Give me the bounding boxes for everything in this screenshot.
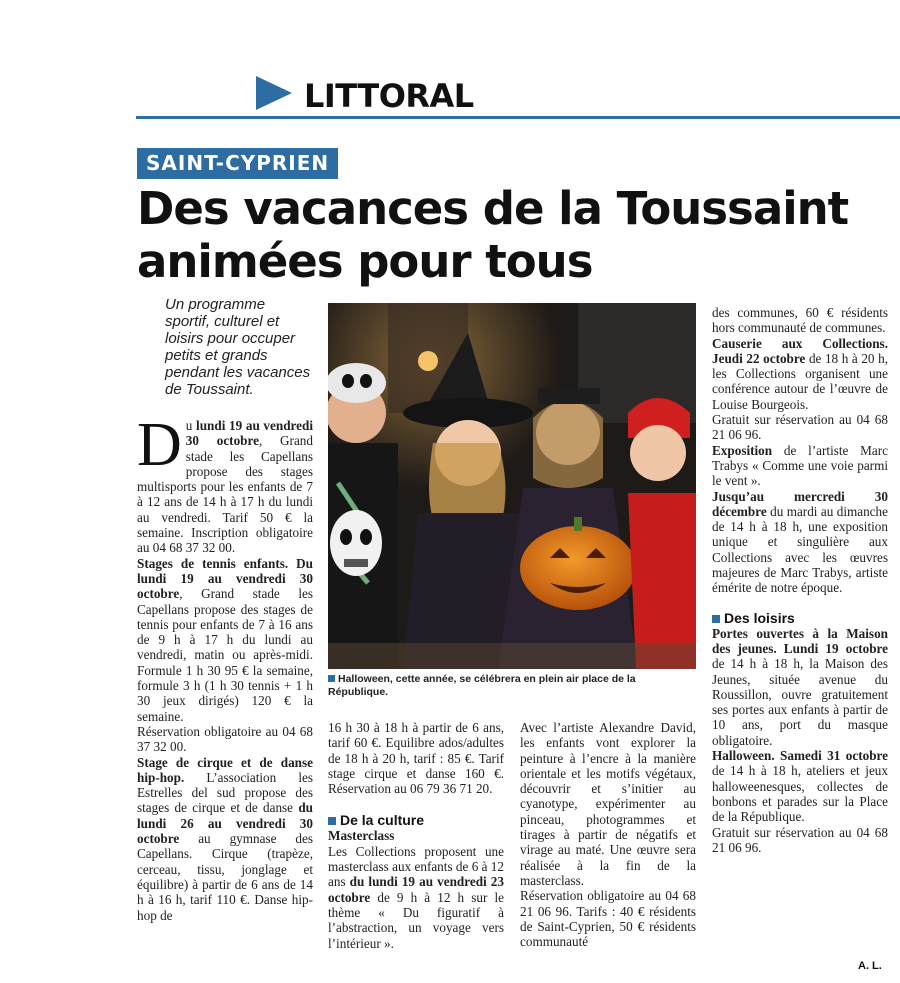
section-rule: [136, 116, 900, 119]
paragraph: 16 h 30 à 18 h à partir de 6 ans, tarif 60 €. Equilibre ados/adultes de 18 h à 20 h, tarif : 85 €. Tarif stage cirque et danse 160 €. Réservation au 06 79 36 71 20.: [328, 720, 504, 797]
text-run: de 14 h à 18 h, la Maison des Jeunes, située avenue du Roussillon, ouvre gratuitement ses portes aux enfants à partir de 10 ans, port du masque obligatoire.: [712, 656, 888, 748]
paragraph: [137, 556, 313, 724]
text-run: , Grand stade les Capellans propose des stages de tennis pour enfants de 7 à 16 ans de 9 h à 17 h du lundi au vendredi, matin ou après-midi. Formule 1 h 30 95 € la semaine, formule 3 h (1 h 30 tennis + 1 h 30 jeux dirigés) 120 € la semaine.: [137, 586, 313, 724]
author-signature: A. L.: [858, 960, 882, 972]
caption-bullet-icon: [328, 675, 335, 682]
text-run: u: [185, 418, 197, 433]
location-kicker: SAINT-CYPRIEN: [137, 148, 338, 179]
subhead-text: Des loisirs: [724, 609, 795, 626]
bold-run: lundi 19 au vendredi 30 octobre: [185, 418, 314, 449]
paragraph: [712, 489, 888, 596]
text-run: , Grand stade les Capellans propose des stages multisports pour les enfants de 7 à 12 ans de 14 h à 17 h du lundi au vendredi. Tarif 50 € la semaine. Inscription obligatoire au 04 68 37 32 00.: [137, 433, 313, 556]
article-column-3: [520, 720, 696, 949]
paragraph: Gratuit sur réservation au 04 68 21 06 96.: [712, 412, 888, 443]
text-run: au gymnase des Capellans. Cirque (trapèze, cerceau, tissu, jonglage et équilibre) à partir de 6 ans de 14 h à 16 h, tarif 110 €. Danse hip-hop de: [137, 831, 313, 923]
subhead-bullet-icon: [712, 615, 720, 623]
bold-run: Exposition: [712, 442, 773, 458]
bold-run: Stage de cirque et de danse hip-hop.: [137, 754, 313, 785]
lead-text: Un programme sportif, culturel et loisirs pour occuper petits et grands pendant les vacances de Toussaint.: [165, 296, 311, 398]
text-run: L’association les Estrelles del sud propose des stages de cirque et de danse: [137, 769, 313, 816]
paragraph: [137, 755, 313, 923]
subhead-text: De la culture: [340, 812, 425, 829]
caption-text: Halloween, cette année, se célébrera en plein air place de la République.: [328, 673, 636, 698]
photo-illustration: [328, 303, 696, 669]
photo-caption: [328, 673, 696, 699]
article-column-1: [137, 411, 314, 923]
bold-run: Portes ouvertes à la Maison des jeunes. Lundi 19 octobre: [712, 625, 888, 656]
bold-run: Halloween. Samedi 31 octobre: [712, 748, 888, 764]
bold-run: Stages de tennis enfants. Du lundi 19 au vendredi 30 octobre: [137, 555, 313, 602]
paragraph: [712, 336, 888, 412]
bold-run: du lundi 26 au vendredi 30 octobre: [137, 800, 313, 847]
section-arrow-icon: [256, 76, 292, 110]
article-column-2: [328, 720, 504, 951]
paragraph: [712, 626, 888, 748]
subhead-bullet-icon: [328, 817, 336, 825]
paragraph: [712, 443, 888, 489]
text-run: de l’artiste Marc Trabys « Comme une voie parmi le vent ».: [712, 442, 888, 489]
bold-run: Jusqu’au mercredi 30 décembre: [712, 488, 888, 519]
subhead-culture: [328, 812, 504, 828]
bold-run: du lundi 19 au vendredi 23 octobre: [328, 874, 504, 905]
text-run: de 9 h à 12 h sur le thème « Du figuratif à l’abstraction, un voyage vers l’intérieur ».: [328, 889, 504, 951]
text-run: de 18 h à 20 h, les Collections organisent une conférence autour de l’œuvre de Louise Bourgeois.: [712, 350, 888, 412]
article-column-4: [712, 305, 888, 855]
paragraph: Gratuit sur réservation au 04 68 21 06 96.: [712, 824, 888, 855]
bold-run: Causerie aux Collections. Jeudi 22 octobre: [712, 335, 888, 366]
paragraph: Avec l’artiste Alexandre David, les enfants vont explorer la peinture à l’encre à la manière orientale et les motifs végétaux, découvrir et s’initier au cyanotype, expérimenter au pinceau, photogrammes et tirages à partir de négatifs et virage au maté. Une œuvre sera réalisée à la fin de la masterclass.: [520, 720, 696, 888]
paragraph: [712, 748, 888, 824]
paragraph: [137, 411, 314, 556]
paragraph: Réservation obligatoire au 04 68 21 06 96. Tarifs : 40 € résidents de Saint-Cyprien, 50 € résidents communauté: [520, 888, 696, 950]
text-run: de 14 h à 18 h, ateliers et jeux halloweenesques, collectes de bonbons et parades sur la Place de la République.: [712, 763, 888, 825]
paragraph: des communes, 60 € résidents hors communauté de communes.: [712, 305, 888, 336]
text-run: Les Collections proposent une masterclass aux enfants de 6 à 12 ans: [328, 843, 504, 890]
subhead-loisirs: [712, 610, 888, 626]
text-run: du mardi au dimanche de 14 h à 18 h, une exposition unique et singulière aux Collections avec les œuvres majeures de Marc Trabys, artiste émérite de notre époque.: [712, 503, 888, 596]
section-title: LITTORAL: [304, 77, 474, 115]
lamp-icon: [418, 351, 438, 371]
drop-cap: D: [137, 411, 182, 479]
headline: Des vacances de la Toussaint animées pour tous: [137, 182, 849, 288]
bold-run: Masterclass: [328, 828, 395, 844]
paragraph: [328, 828, 504, 950]
halloween-photo: [328, 303, 696, 669]
pumpkin-icon: [520, 526, 636, 610]
paragraph: Réservation obligatoire au 04 68 37 32 00.: [137, 723, 313, 755]
